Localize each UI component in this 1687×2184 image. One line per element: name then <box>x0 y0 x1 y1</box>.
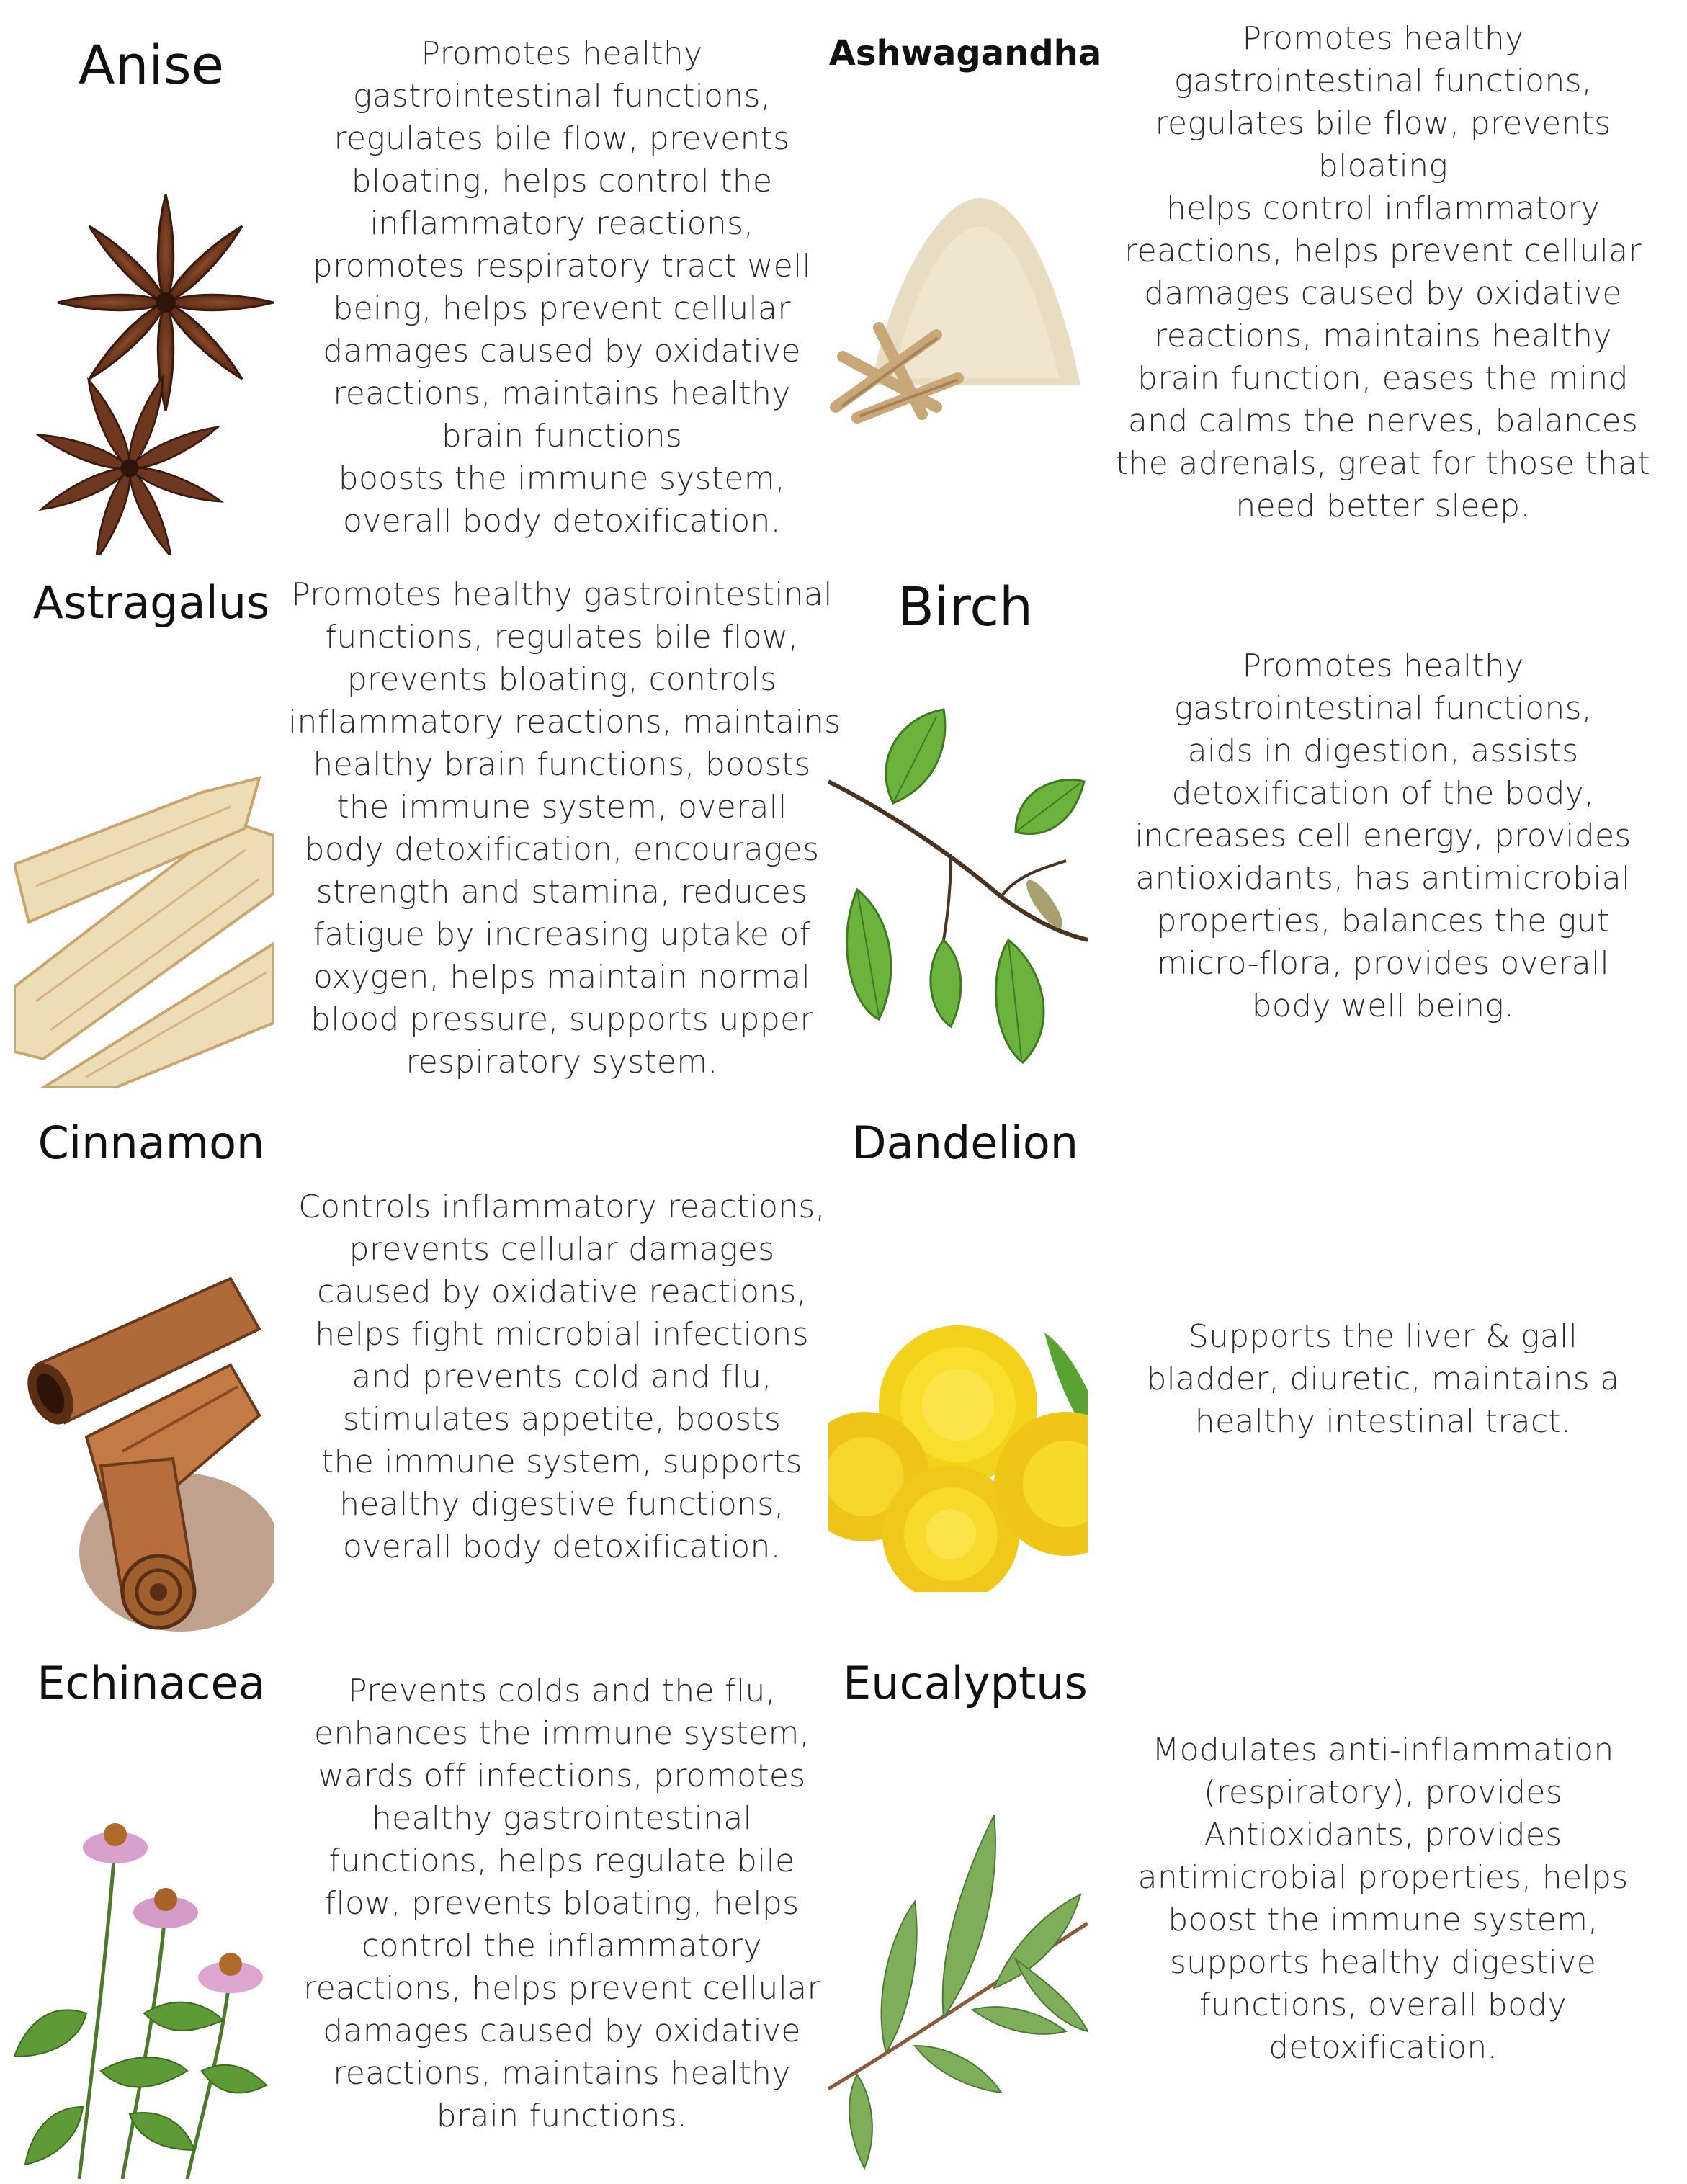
herb-name-dandelion: Dandelion <box>851 1116 1079 1169</box>
eucalyptus-branch-image <box>828 1815 1088 2175</box>
herb-description-eucalyptus: Modulates anti-inflammation (respiratory), provides Antioxidants, provides antimicrobial properties, helps boost the immune system, supports healthy digestive functions, overall body detoxification. <box>1137 1732 1629 2066</box>
herb-description-astragalus: Promotes healthy gastrointestinal functions, regulates bile flow, prevents bloating, controls inflammatory reactions, maintains healthy brain functions, boosts the immune system, overall body detoxification, encourages strength and stamina, reduces fatigue by increasing uptake of oxygen, helps maintain normal blood pressure, supports upper respiratory system. <box>288 576 841 1080</box>
herb-name-eucalyptus: Eucalyptus <box>843 1657 1088 1709</box>
astragalus-root-slices-image <box>14 749 274 1088</box>
herb-description-anise: Promotes healthy gastrointestinal functions, regulates bile flow, prevents bloating, helps control the inflammatory reactions, promotes respiratory tract well being, helps prevent cellular damages caused by oxidative reactions, maintains healthy brain functions boosts the immune system, overall body detoxification. <box>312 35 812 540</box>
herb-description-dandelion: Supports the liver & gall bladder, diuretic, maintains a healthy intestinal tract. <box>1146 1318 1620 1440</box>
herb-description-echinacea: Prevents colds and the flu, enhances the immune system, wards off infections, promotes healthy gastrointestinal functions, helps regulate bile flow, prevents bloating, helps control the inflammatory reactions, helps prevent cellular damages caused by oxidative reactions, maintains healthy brain functions. <box>303 1673 820 2134</box>
birch-branch-image <box>828 702 1088 1077</box>
dandelion-flowers-image <box>828 1318 1088 1592</box>
herb-name-echinacea: Echinacea <box>37 1657 266 1709</box>
herb-description-ashwagandha: Promotes healthy gastrointestinal functions, regulates bile flow, prevents bloating helps control inflammatory reactions, helps prevent cellular damages caused by oxidative reactions, maintains healthy brain function, eases the mind and calms the nerves, balances the adrenals, great for those that need better sleep. <box>1115 20 1651 524</box>
star-anise-image <box>14 166 274 555</box>
herb-name-birch: Birch <box>898 576 1033 638</box>
herb-name-ashwagandha: Ashwagandha <box>828 33 1102 73</box>
herb-description-birch: Promotes healthy gastrointestinal functions, aids in digestion, assists detoxification of the body, increases cell energy, provides antioxidants, has antimicrobial properties, balances the gut micro-flora, provides overall body well being. <box>1135 648 1632 1024</box>
herb-name-astragalus: Astragalus <box>32 576 270 629</box>
ashwagandha-root-powder-image <box>828 169 1088 436</box>
cinnamon-sticks-image <box>14 1250 274 1639</box>
echinacea-plant-image <box>14 1797 274 2179</box>
herb-description-cinnamon: Controls inflammatory reactions, prevents cellular damages caused by oxidative reactions, helps fight microbial infections and prevents cold and flu, stimulates appetite, boosts the immune system, supports healthy digestive functions, overall body detoxification. <box>298 1189 825 1565</box>
herb-name-anise: Anise <box>78 35 225 97</box>
herb-name-cinnamon: Cinnamon <box>37 1116 265 1169</box>
